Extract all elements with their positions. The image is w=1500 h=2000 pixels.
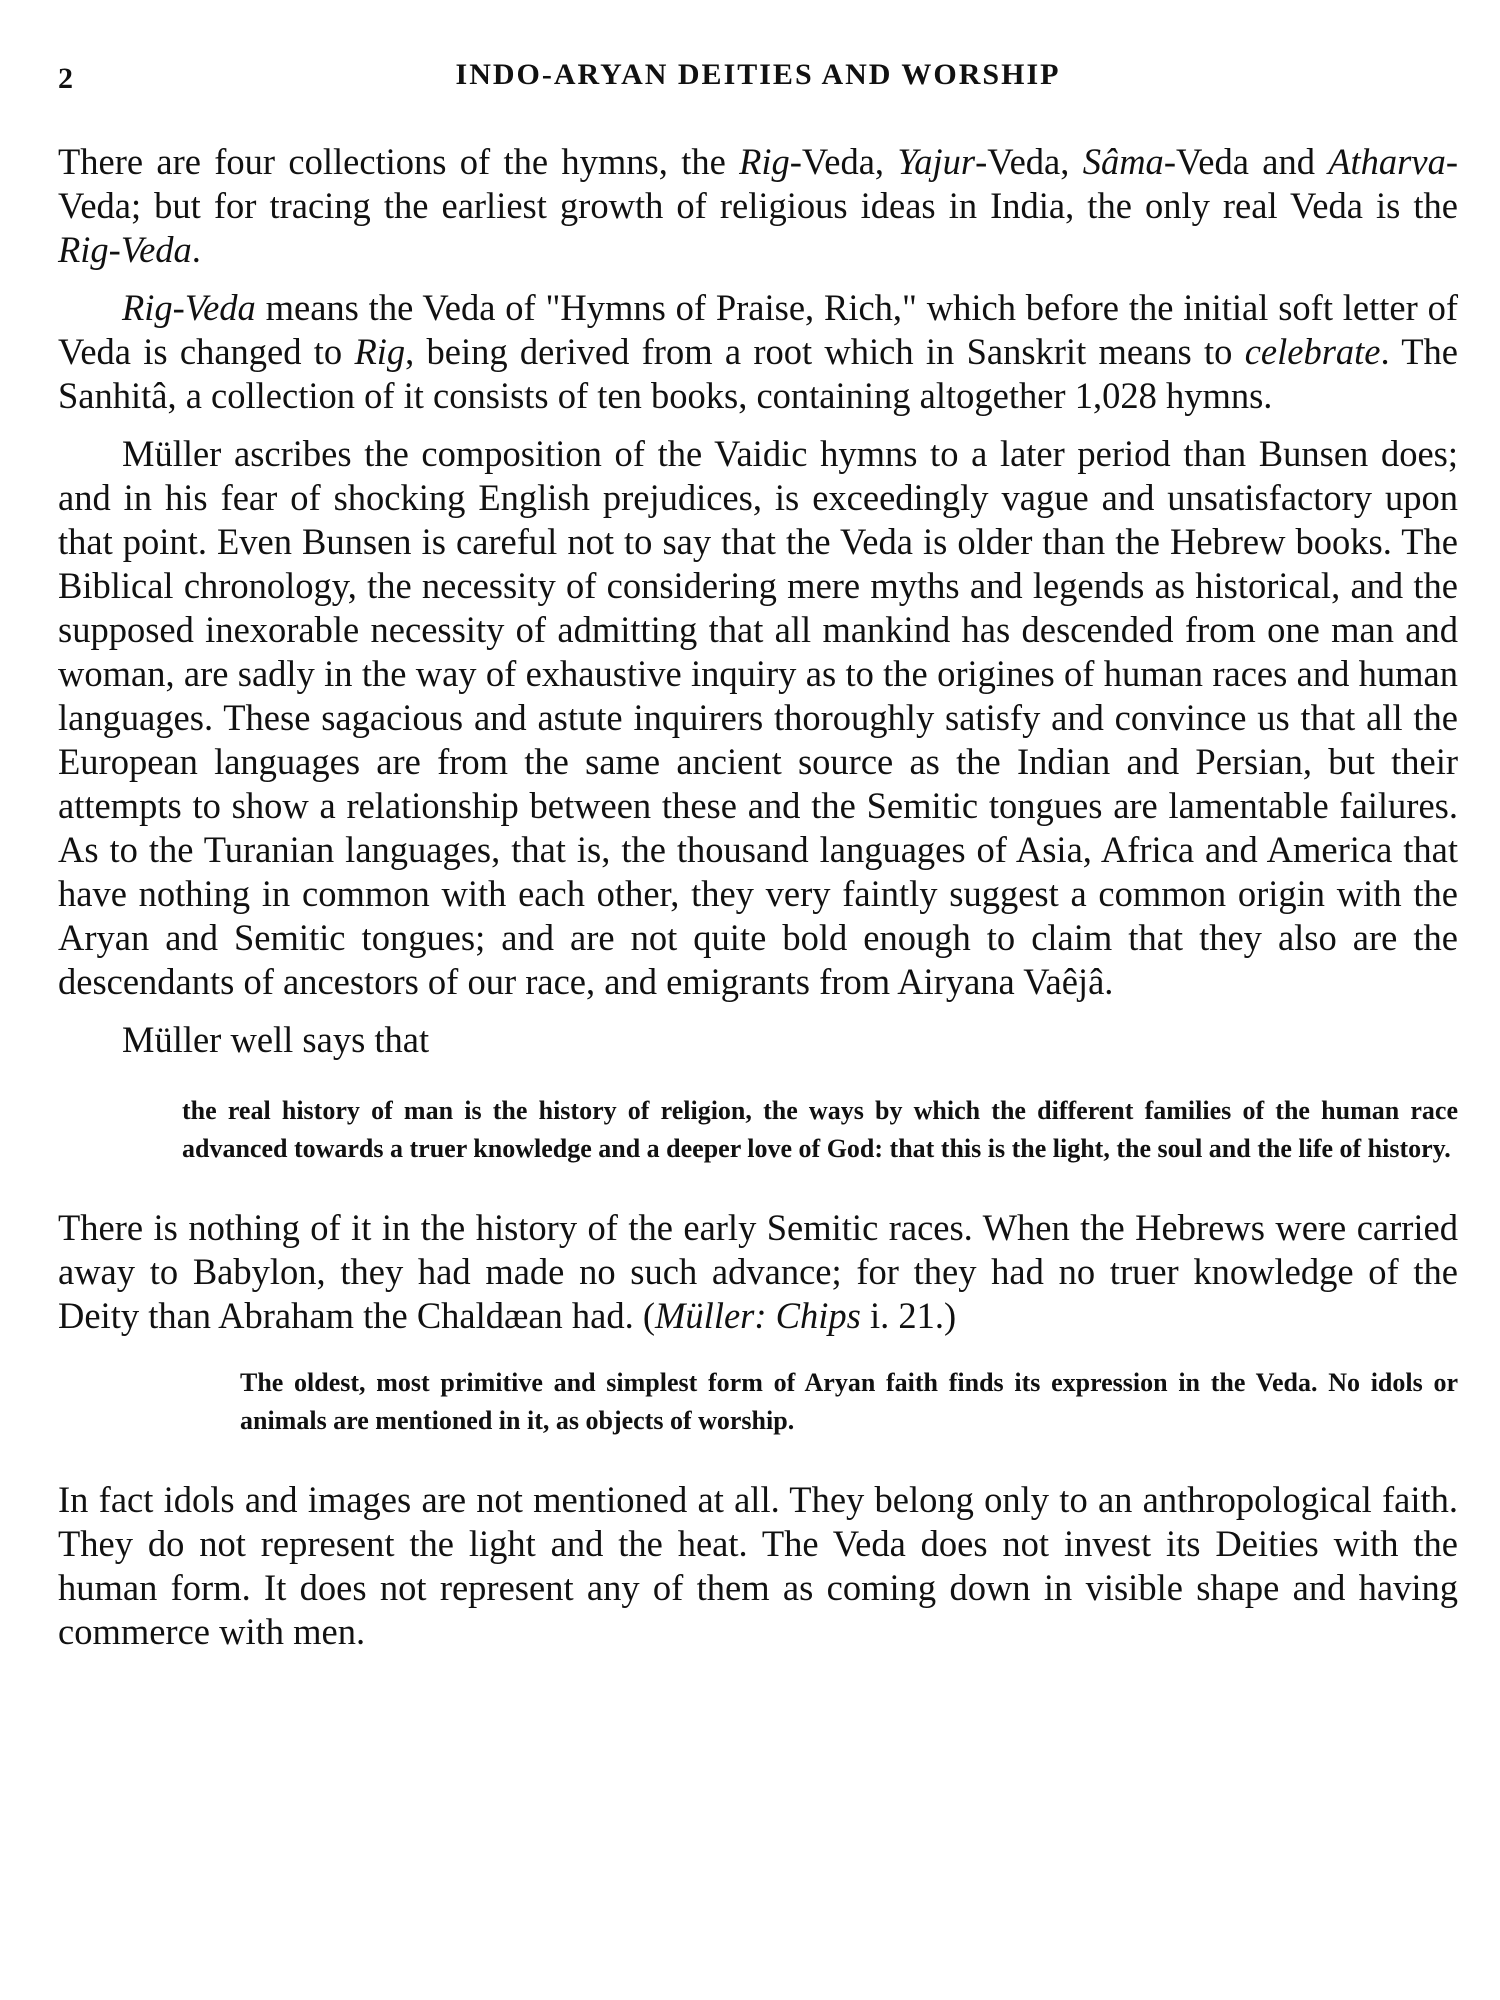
text-span: -Veda; but for tracing the earliest growth of religious ideas in India, the only real Veda is the bbox=[58, 141, 1458, 226]
text-span: There are four collections of the hymns, the bbox=[58, 141, 740, 182]
body-text bbox=[58, 140, 1458, 1654]
italic-term: Rig-Veda bbox=[58, 229, 192, 270]
text-span: . The Sanhitâ, a collection of it consists of ten books, containing altogether 1,028 hymns. bbox=[58, 331, 1458, 416]
italic-term: Sâma bbox=[1082, 141, 1164, 182]
italic-term: Rig-Veda bbox=[122, 287, 256, 328]
italic-term: Atharva bbox=[1328, 141, 1446, 182]
italic-term: Rig bbox=[354, 331, 406, 372]
citation: Müller: Chips bbox=[655, 1295, 861, 1336]
paragraph-semitic-races bbox=[58, 1206, 1458, 1338]
text-span: . bbox=[191, 229, 201, 270]
text-span: -Veda and bbox=[1163, 141, 1329, 182]
italic-term: Rig bbox=[739, 141, 790, 182]
page-number: 2 bbox=[58, 62, 74, 95]
italic-term: celebrate bbox=[1244, 331, 1381, 372]
paragraph-vedas bbox=[58, 140, 1458, 272]
italic-term: Yajur bbox=[897, 141, 976, 182]
paragraph-muller-says: Müller well says that bbox=[122, 1019, 430, 1060]
paragraph-rig-veda-meaning bbox=[58, 286, 1458, 418]
text-span: means the Veda of "Hymns of Praise, Rich," which before the initial soft letter of Veda is changed to bbox=[58, 287, 1458, 372]
text-span: There is nothing of it in the history of the early Semitic races. When the Hebrews were carried away to Babylon, they had made no such advance; for they had no truer knowledge of the Deity than Abraham the Chaldæan had. bbox=[58, 1207, 1458, 1336]
paragraph-muller-bunsen: Müller ascribes the composition of the Vaidic hymns to a later period than Bunsen does; and in his fear of shocking English prejudices, is exceedingly vague and unsatisfactory upon that point. Even Bunsen is careful not to say that the Veda is older than the Hebrew books. The Biblical chronology, the necessity of considering mere myths and legends as historical, and the supposed inexorable necessity of admitting that all mankind has descended from one man and woman, are sadly in the way of exhaustive inquiry as to the origines of human races and human languages. These sagacious and astute inquirers thoroughly satisfy and convince us that all the European languages are from the same ancient source as the Indian and Persian, but their attempts to show a relationship between these and the Semitic tongues are lamentable failures. As to the Turanian languages, that is, the thousand languages of Asia, Africa and America that have nothing in common with each other, they very faintly suggest a common origin with the Aryan and Semitic tongues; and are not quite bold enough to claim that they also are the descendants of ancestors of our race, and emigrants from Airyana Vaêjâ. bbox=[58, 433, 1458, 1002]
document-page bbox=[58, 40, 1458, 1970]
block-quote-history-of-religion: the real history of man is the history of religion, the ways by which the different families of the human race advanced towards a truer knowledge and a deeper love of God: that this is the light, the soul and the life of history. bbox=[182, 1096, 1458, 1163]
text-span: , being derived from a root which in Sanskrit means to bbox=[405, 331, 1245, 372]
block-quote-aryan-faith: The oldest, most primitive and simplest form of Aryan faith finds its expression in the Veda. No idols or animals are mentioned in it, as objects of worship. bbox=[240, 1368, 1458, 1435]
text-span: -Veda, bbox=[975, 141, 1083, 182]
text-span: ( bbox=[642, 1295, 656, 1336]
running-head bbox=[58, 40, 1458, 95]
running-title: INDO-ARYAN DEITIES AND WORSHIP bbox=[455, 58, 1061, 91]
text-span: i. 21.) bbox=[860, 1295, 957, 1336]
paragraph-idols-images: In fact idols and images are not mentioned at all. They belong only to an anthropological faith. They do not represent the light and the heat. The Veda does not invest its Deities with the human form. It does not represent any of them as coming down in visible shape and having commerce with men. bbox=[58, 1479, 1458, 1652]
text-span: -Veda, bbox=[789, 141, 898, 182]
